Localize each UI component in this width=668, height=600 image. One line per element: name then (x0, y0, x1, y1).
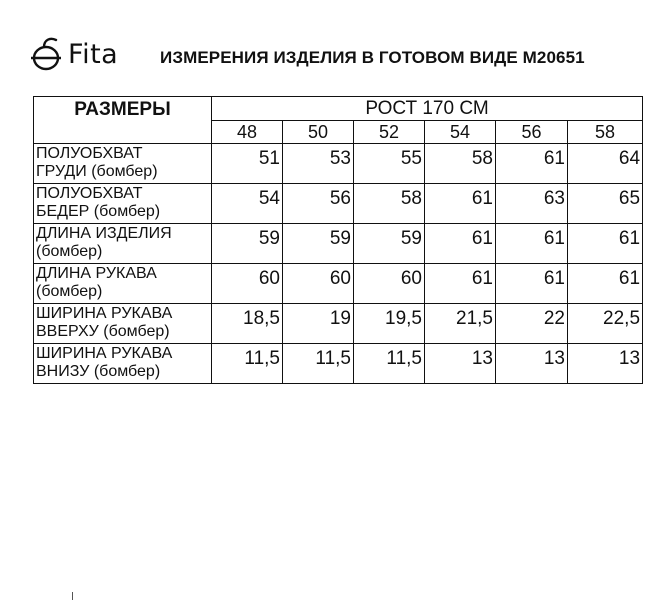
brand-name: Fita (68, 38, 119, 70)
measurement-label-line: ДЛИНА РУКАВА (36, 265, 157, 282)
table-row (34, 264, 643, 304)
table-row (34, 224, 643, 264)
size-header-cell: 58 (568, 121, 643, 144)
measurement-label (34, 304, 212, 344)
measurement-label (34, 184, 212, 224)
fita-logo-icon (30, 34, 64, 74)
size-header-cell: 50 (283, 121, 354, 144)
measurement-value: 22 (496, 304, 568, 344)
table-header-row (34, 97, 643, 121)
measurement-label-line: ПОЛУОБХВАТ (36, 185, 143, 202)
measurement-label (34, 224, 212, 264)
measurement-value: 60 (212, 264, 283, 304)
divider (72, 592, 73, 600)
measurement-label (34, 144, 212, 184)
size-header-cell: 52 (354, 121, 425, 144)
document-title: ИЗМЕРЕНИЯ ИЗДЕЛИЯ В ГОТОВОМ ВИДЕ М20651 (160, 48, 585, 67)
measurement-value: 19,5 (354, 304, 425, 344)
measurement-value: 13 (568, 344, 643, 384)
measurement-value: 61 (496, 264, 568, 304)
measurement-value: 51 (212, 144, 283, 184)
measurement-value: 54 (212, 184, 283, 224)
measurement-label-line: ШИРИНА РУКАВА (36, 345, 173, 362)
measurement-value: 55 (354, 144, 425, 184)
measurement-value: 61 (568, 224, 643, 264)
sizes-header: РАЗМЕРЫ (34, 97, 212, 144)
measurement-value: 11,5 (283, 344, 354, 384)
measurement-label (34, 264, 212, 304)
measurement-label-line: ПОЛУОБХВАТ (36, 145, 143, 162)
measurement-value: 11,5 (354, 344, 425, 384)
measurement-label-line: БЕДЕР (бомбер) (36, 203, 161, 220)
table-row (34, 344, 643, 384)
size-header-cell: 48 (212, 121, 283, 144)
measurement-value: 61 (425, 184, 496, 224)
size-chart-table (33, 96, 643, 384)
measurement-value: 53 (283, 144, 354, 184)
measurement-value: 19 (283, 304, 354, 344)
measurement-label-line: (бомбер) (36, 243, 103, 260)
table-row (34, 184, 643, 224)
measurement-value: 59 (354, 224, 425, 264)
measurement-value: 56 (283, 184, 354, 224)
measurement-value: 59 (212, 224, 283, 264)
measurement-value: 58 (354, 184, 425, 224)
brand-logo (30, 34, 118, 74)
measurement-value: 61 (568, 264, 643, 304)
table-row (34, 144, 643, 184)
measurement-value: 63 (496, 184, 568, 224)
measurement-label (34, 344, 212, 384)
measurement-value: 60 (283, 264, 354, 304)
measurement-value: 61 (425, 264, 496, 304)
measurement-value: 22,5 (568, 304, 643, 344)
size-header-cell: 54 (425, 121, 496, 144)
table-row (34, 304, 643, 344)
measurement-label-line: ВНИЗУ (бомбер) (36, 363, 161, 380)
measurement-label-line: ШИРИНА РУКАВА (36, 305, 173, 322)
size-header-cell: 56 (496, 121, 568, 144)
measurement-value: 61 (496, 144, 568, 184)
table-body (34, 144, 643, 384)
measurement-value: 61 (425, 224, 496, 264)
measurement-value: 18,5 (212, 304, 283, 344)
measurement-value: 13 (496, 344, 568, 384)
measurement-value: 64 (568, 144, 643, 184)
measurement-label-line: ВВЕРХУ (бомбер) (36, 323, 170, 340)
growth-header: РОСТ 170 СМ (212, 97, 643, 121)
measurement-label-line: ДЛИНА ИЗДЕЛИЯ (36, 225, 172, 242)
measurement-label-line: ГРУДИ (бомбер) (36, 163, 158, 180)
measurement-value: 65 (568, 184, 643, 224)
measurement-value: 11,5 (212, 344, 283, 384)
measurement-value: 58 (425, 144, 496, 184)
measurement-value: 59 (283, 224, 354, 264)
measurement-value: 21,5 (425, 304, 496, 344)
measurement-label-line: (бомбер) (36, 283, 103, 300)
measurement-value: 61 (496, 224, 568, 264)
measurement-value: 60 (354, 264, 425, 304)
measurement-value: 13 (425, 344, 496, 384)
